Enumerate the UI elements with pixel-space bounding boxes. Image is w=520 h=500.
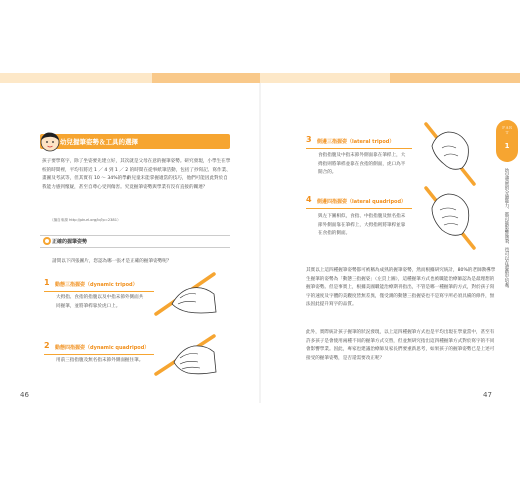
page-title: 幼兒握筆姿勢＆工具的選擇: [60, 138, 138, 146]
body-paragraph: 此外，實際統計孩子握筆的狀況發現，以上這四種握筆方式也是平均出現在學童當中，甚至有許多孩子是會使用兩種不同的握筆方式交替，但並無研究指出這四種握筆方式對於寫字的不同會影響學業。因此，專家也建議治療師及家長們要重新思考，如果孩子的握筆姿勢已是上述可接受的握筆姿勢，是否還需要改正呢？: [306, 330, 495, 361]
grip-english: （lateral tripod）: [347, 139, 395, 145]
grip-underline: [306, 208, 412, 209]
bullet-icon: [43, 237, 51, 245]
page-number: 46: [20, 391, 29, 399]
grip-number: 2: [44, 341, 50, 350]
grip-name: 動態四指握姿: [55, 345, 86, 351]
header-band: [390, 73, 520, 83]
grip-underline: [44, 291, 154, 292]
intro-paragraph: 孩子要學寫字，除了坐姿要先建立好，其次就是父母在意的握筆姿勢。研究發現，小學生在學校的時間裡，平均有將近 1 ／ 4 到 1 ／ 2 的時間在從事紙筆活動，包括了抄寫記、寫作業、畫圖及考試等，但其實有 10 ～ 34%的學齡兒童未能掌握適當的技巧，他們可能因此對於自我能力感到懷疑，甚至自尊心受到傷害。究竟握筆姿勢與學業有沒有直接的關連？: [42, 159, 231, 190]
header-band: [0, 73, 152, 83]
question-text: 請問以下四張圖片，您認為哪一張才是正確的握筆姿勢呢？: [52, 259, 172, 264]
section-heading: 正確的握筆姿勢: [52, 239, 88, 245]
hand-grip-illustration: [418, 118, 480, 188]
grip-number: 4: [306, 195, 312, 204]
child-face-icon: [38, 129, 62, 153]
grip-name: 側邊四指握姿: [317, 199, 348, 205]
grip-description: 與左下圖相似，食指、中指指腹及無名指末節外側面靠在筆桿上，大拇指則將筆桿並靠在食指的側面。: [318, 214, 406, 237]
grip-title: [55, 281, 138, 288]
page-spine: [259, 83, 261, 403]
page-number: 47: [483, 391, 492, 399]
grip-english: （lateral quadripod）: [347, 199, 407, 205]
grip-number: 1: [44, 278, 50, 287]
grip-number: 3: [306, 135, 312, 144]
hand-grip-illustration: [418, 182, 480, 252]
grip-title: [55, 344, 149, 351]
chapter-title: 幼兒發展的分層能力，都可能影響執筆，也可以在遊戲中培養。: [504, 168, 509, 292]
grip-name: 側邊三指握姿: [317, 139, 348, 145]
grip-title: [317, 138, 394, 145]
header-band: [260, 73, 390, 83]
body-paragraph: 其實以上這四種握筆姿勢都可被稱為成熟的握筆姿勢，然而根據研究統計，80%的老師教導學生握筆的姿勢為「動態三指握姿」（左頁上圖），這種握筆方式也被職能治療師認為是最理想的握筆姿勢。但是事實上，根據美國職能治療期刊指出，不管是哪一種握筆的方式，對於孩子寫字的速度及字體的美觀度皆無差異，僅受測的動態三指握姿也不是寫字所必須具備的條件，無法因此提升寫字的品質。: [306, 268, 496, 308]
hand-grip-illustration: [150, 328, 220, 378]
grip-underline: [44, 354, 154, 355]
grip-description: 大拇指、食指的指腹以及中指末節外側面共同握筆，並將筆桿靠於虎口上。: [56, 295, 144, 309]
grip-description: 食指指腹及中指末節外側面靠在筆桿上，大拇指則將筆桿並靠在食指的側面，虎口為半開合的。: [318, 153, 406, 176]
header-band: [152, 73, 260, 83]
grip-english: （dynamic tripod）: [85, 282, 138, 288]
source-note: （摘自來源 http://pkurl.org/lq?p=2381）: [50, 218, 121, 222]
hand-grip-illustration: [150, 268, 220, 318]
grip-name: 動態三指握姿: [55, 282, 86, 288]
grip-english: （dynamic quadripod）: [85, 345, 150, 351]
grip-underline: [306, 148, 412, 149]
grip-title: [317, 198, 406, 205]
part-number: 1: [504, 142, 510, 150]
grip-description: 用前三指指腹及無名指末節外側面握住筆。: [56, 358, 144, 363]
part-label: ＰＡＲＴ: [501, 126, 513, 135]
